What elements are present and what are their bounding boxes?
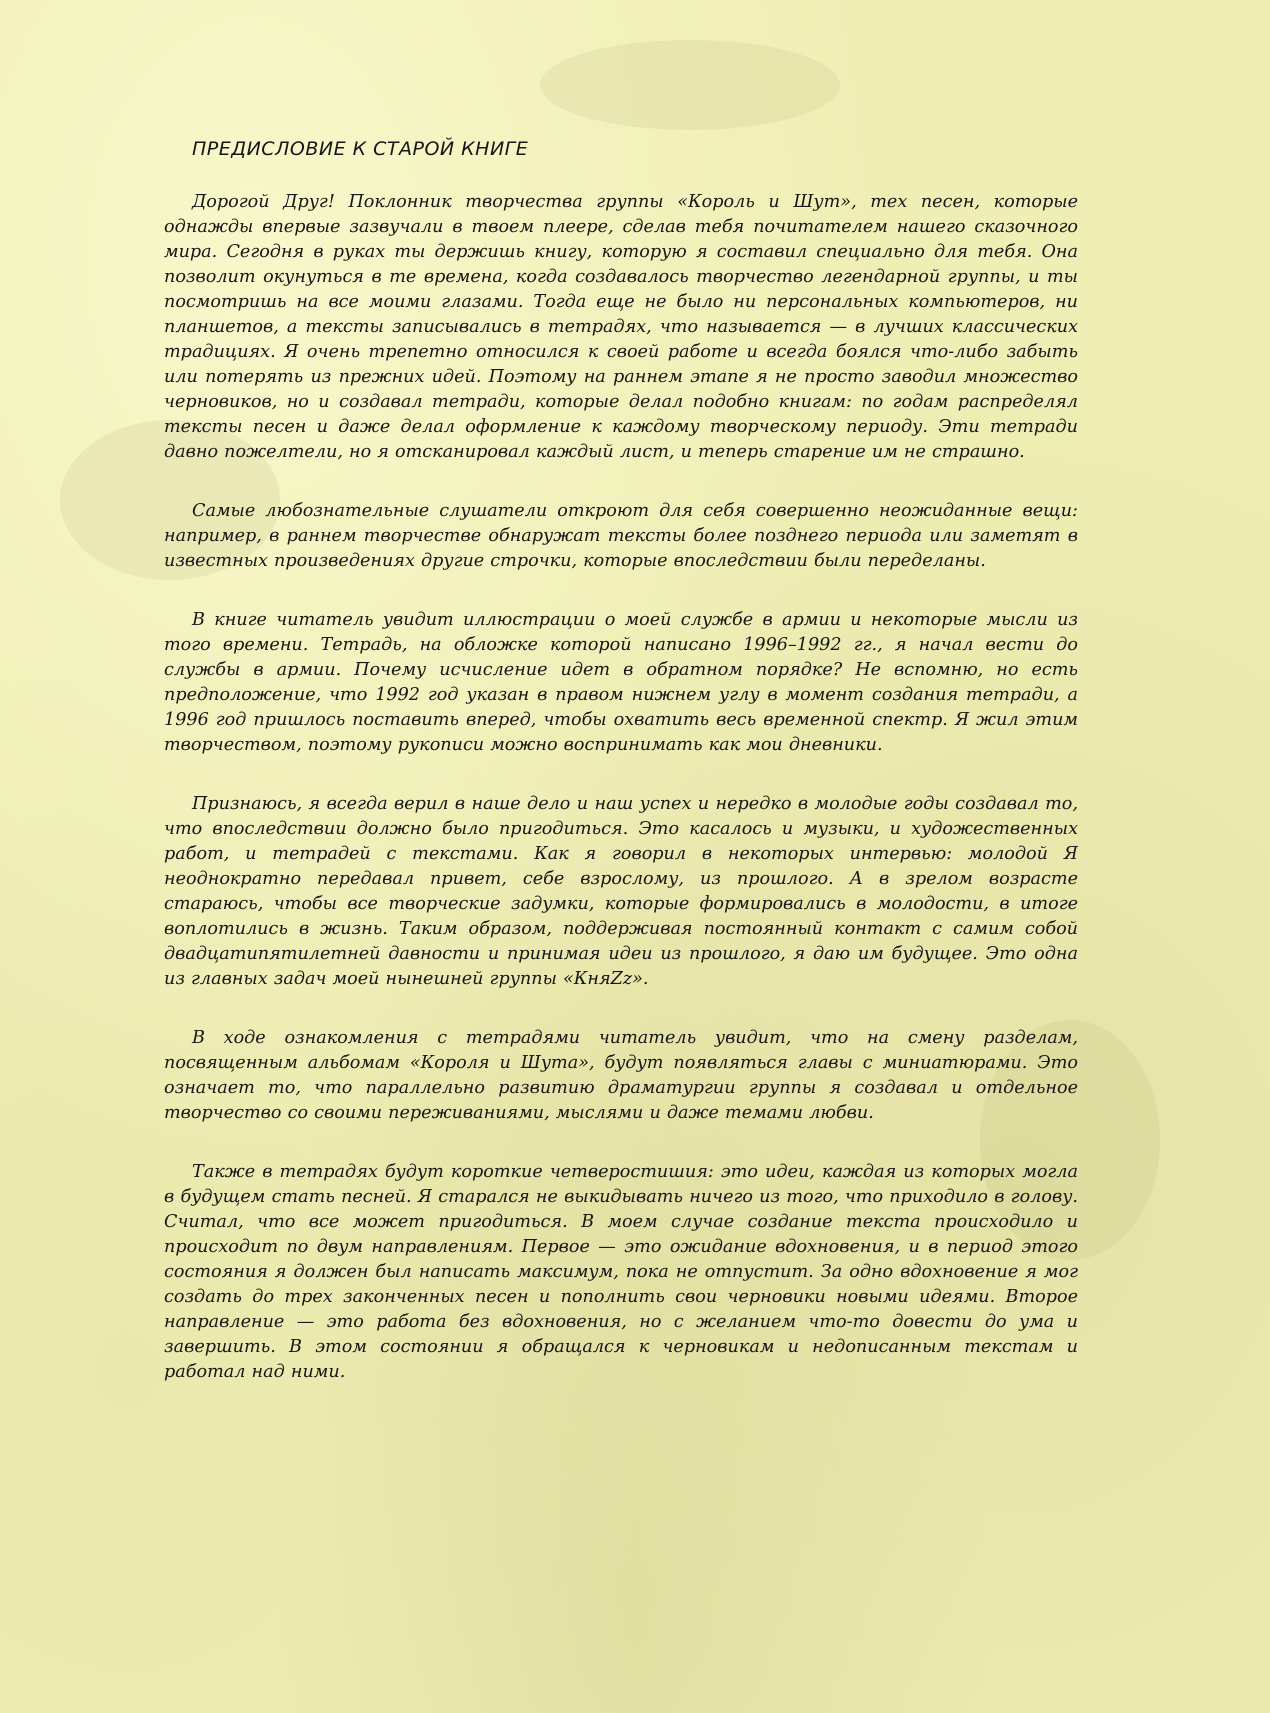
page-title: ПРЕДИСЛОВИЕ К СТАРОЙ КНИГЕ: [192, 138, 529, 160]
paragraph: Самые любознательные слушатели откроют для себя совершенно неожиданные вещи: например, в раннем творчестве обнаружат тексты более позднего периода или заметят в известных произведениях другие строчки, которые впоследствии были переделаны.: [164, 501, 1078, 571]
paragraph: Дорогой Друг! Поклонник творчества группы «Король и Шут», тех песен, которые однажды впервые зазвучали в твоем плеере, сделав тебя почитателем нашего сказочного мира. Сегодня в руках ты держишь книгу, которую я составил специально для тебя. Она позволит окунуться в те времена, когда создавалось творчество легендарной группы, и ты посмотришь на все моими глазами. Тогда еще не было ни персональных компьютеров, ни планшетов, а тексты записывались в тетрадях, что называется — в лучших классических традициях. Я очень трепетно относился к своей работе и всегда боялся что-либо забыть или потерять из прежних идей. Поэтому на раннем этапе я не просто заводил множество черновиков, но и создавал тетради, которые делал подобно книгам: по годам распределял тексты песен и даже делал оформление к каждому творческому периоду. Эти тетради давно пожелтели, но я отсканировал каждый лист, и теперь старение им не страшно.: [164, 192, 1078, 462]
paper-stain: [540, 40, 840, 130]
paragraph: Также в тетрадях будут короткие четверостишия: это идеи, каждая из которых могла в будущем стать песней. Я старался не выкидывать ничего из того, что приходило в голову. Считал, что все может пригодиться. В моем случае создание текста происходило и происходит по двум направлениям. Первое — это ожидание вдохновения, и в период этого состояния я должен был написать максимум, пока не отпустит. За одно вдохновение я мог создать до трех законченных песен и пополнить свои черновики новыми идеями. Второе направление — это работа без вдохновения, но с желанием что-то довести до ума и завершить. В этом состоянии я обращался к черновикам и недописанным текстам и работал над ними.: [164, 1162, 1078, 1382]
paragraph: В книге читатель увидит иллюстрации о моей службе в армии и некоторые мысли из того времени. Тетрадь, на обложке которой написано 1996–1992 гг., я начал вести до службы в армии. Почему исчисление идет в обратном порядке? Не вспомню, но есть предположение, что 1992 год указан в правом нижнем углу в момент создания тетради, а 1996 год пришлось поставить вперед, чтобы охватить весь временной спектр. Я жил этим творчеством, поэтому рукописи можно воспринимать как мои дневники.: [164, 610, 1078, 755]
paragraph: Признаюсь, я всегда верил в наше дело и наш успех и нередко в молодые годы создавал то, что впоследствии должно было пригодиться. Это касалось и музыки, и художественных работ, и тетрадей с текстами. Как я говорил в некоторых интервью: молодой Я неоднократно передавал привет, себе взрослому, из прошлого. А в зрелом возрасте стараюсь, чтобы все творческие задумки, которые формировались в молодости, в итоге воплотились в жизнь. Таким образом, поддерживая постоянный контакт с самим собой двадцатипятилетней давности и принимая идеи из прошлого, я даю им будущее. Это одна из главных задач моей нынешней группы «КняZz».: [164, 794, 1078, 989]
paragraph: В ходе ознакомления с тетрадями читатель увидит, что на смену разделам, посвященным альбомам «Короля и Шута», будут появляться главы с миниатюрами. Это означает то, что параллельно развитию драматургии группы я создавал и отдельное творчество со своими переживаниями, мыслями и даже темами любви.: [164, 1028, 1078, 1123]
document-page: [164, 138, 1078, 1638]
